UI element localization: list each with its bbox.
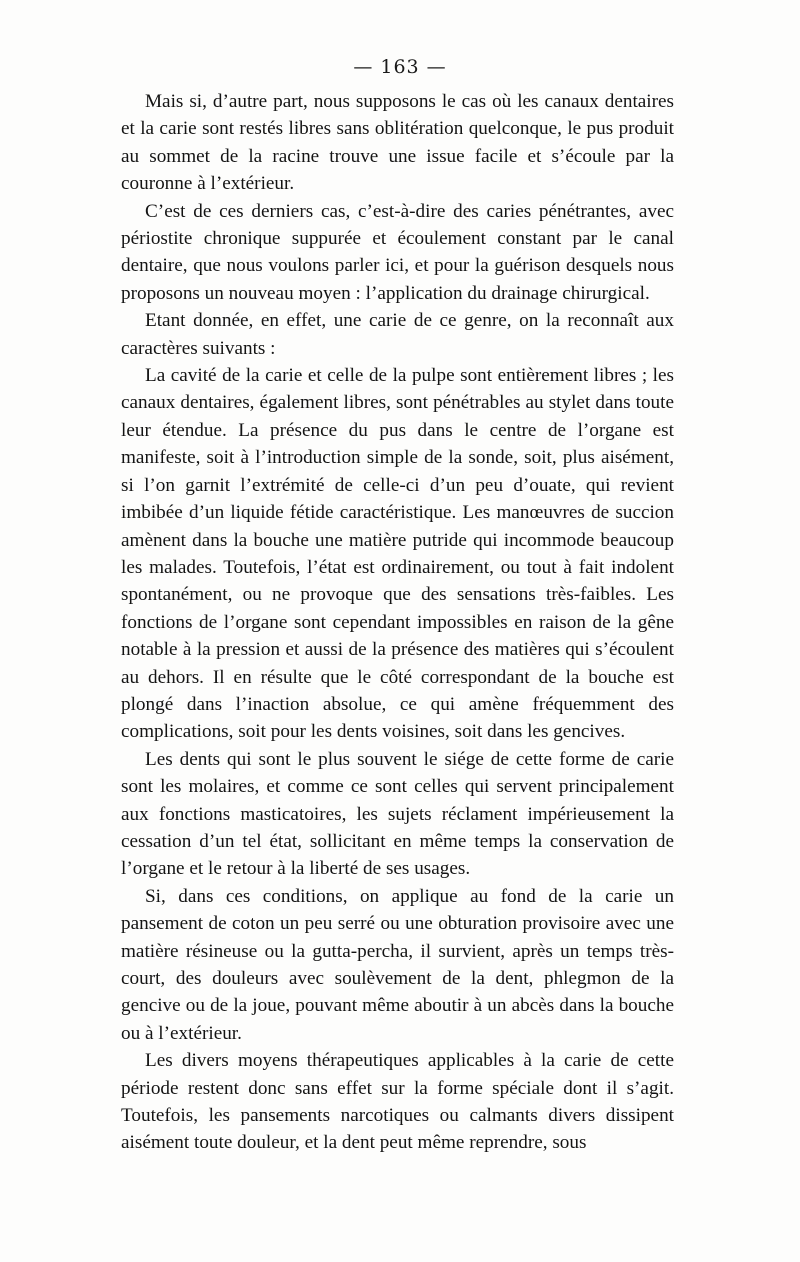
paragraph: C’est de ces derniers cas, c’est-à-dire des caries pénétrantes, avec périostite chronique suppurée et écoulement constant par le canal dentaire, que nous voulons parler ici, et pour la guérison desquels nous proposons un nouveau moyen : l’application du drainage chirurgical.: [121, 200, 674, 304]
paragraph: Les dents qui sont le plus souvent le siége de cette forme de carie sont les molaires, et comme ce sont celles qui servent principalement aux fonctions masticatoires, les sujets réclament impérieusement la cessation d’un tel état, sollicitant en même temps la conservation de l’organe et le retour à la liberté de ses usages.: [121, 748, 674, 880]
paragraph: Etant donnée, en effet, une carie de ce genre, on la reconnaît aux caractères suivants :: [121, 310, 674, 359]
paragraph: Mais si, d’autre part, nous supposons le cas où les canaux dentaires et la carie sont restés libres sans oblitération quelconque, le pus produit au sommet de la racine trouve une issue facile et s’écoule par la couronne à l’extérieur.: [121, 91, 674, 195]
paragraph: Les divers moyens thérapeutiques applicables à la carie de cette période restent donc sans effet sur la forme spéciale dont il s’agit. Toutefois, les pansements narcotiques ou calmants divers dissipent aisément toute douleur, et la dent peut même reprendre, sous: [121, 1050, 674, 1154]
page-number: — 163 —: [353, 56, 447, 78]
body-text: [121, 88, 674, 1157]
paragraph: La cavité de la carie et celle de la pulpe sont entièrement libres ; les canaux dentaires, également libres, sont pénétrables au stylet dans toute leur étendue. La présence du pus dans le centre de l’organe est manifeste, soit à l’introduction simple de la sonde, soit, plus aisément, si l’on garnit l’extrémité de celle-ci d’un peu d’ouate, qui revient imbibée d’un liquide fétide caractéristique. Les manœuvres de succion amènent dans la bouche une matière putride qui incommode beaucoup les malades. Toutefois, l’état est ordinairement, ou tout à fait indolent spontanément, ou ne provoque que des sensations très-faibles. Les fonctions de l’organe sont cependant impossibles en raison de la gêne notable à la pression et aussi de la présence des matières qui s’écoulent au dehors. Il en résulte que le côté correspondant de la bouche est plongé dans l’inaction absolue, ce qui amène fréquemment des complications, soit pour les dents voisines, soit dans les gencives.: [121, 365, 674, 743]
paragraph: Si, dans ces conditions, on applique au fond de la carie un pansement de coton un peu serré ou une obturation provisoire avec une matière résineuse ou la gutta-percha, il survient, après un temps très-court, des douleurs avec soulèvement de la dent, phlegmon de la gencive ou de la joue, pouvant même aboutir à un abcès dans la bouche ou à l’extérieur.: [121, 885, 674, 1044]
